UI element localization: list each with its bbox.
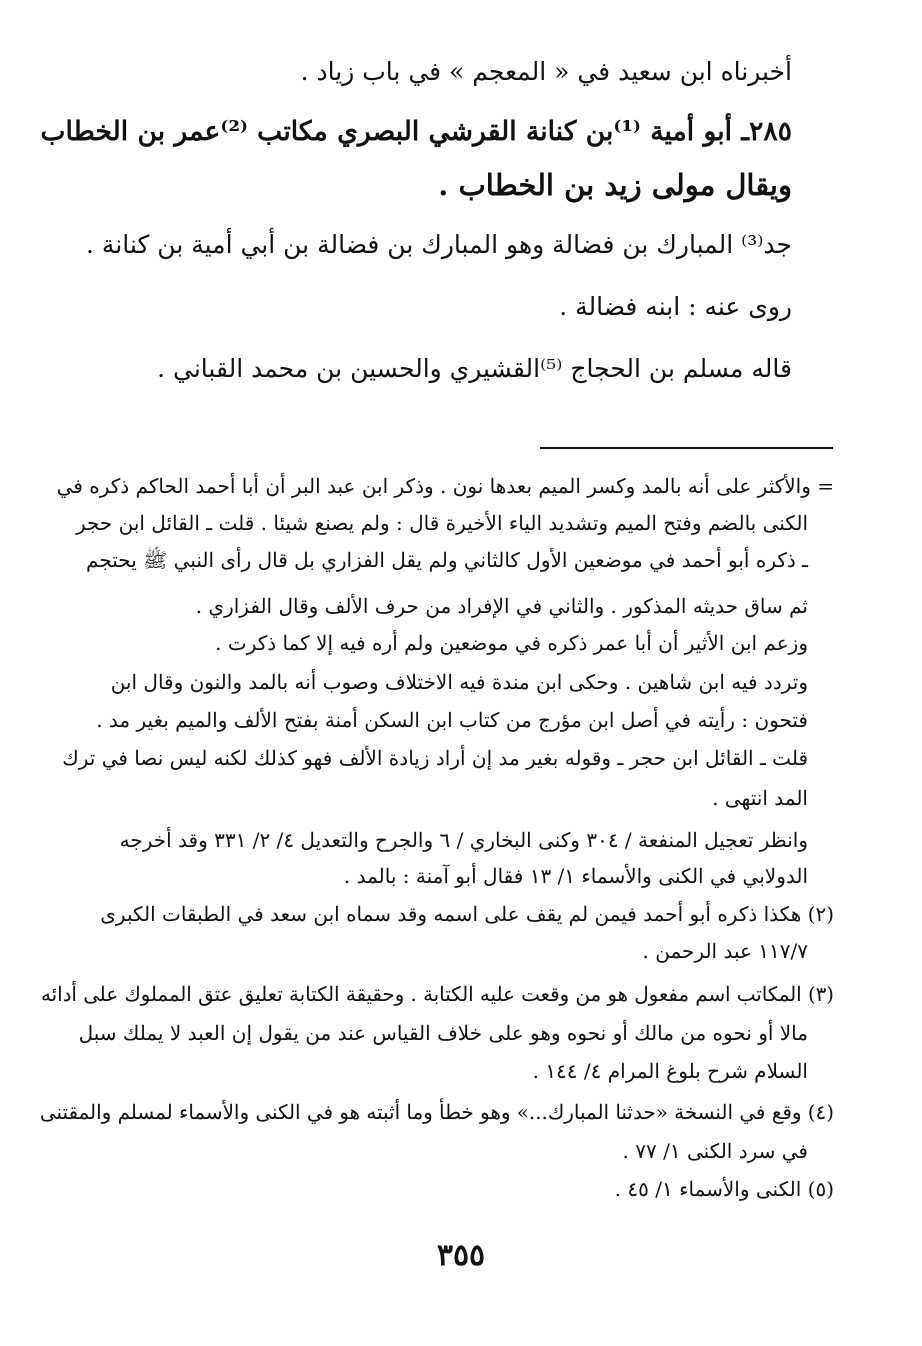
footnote-3-line-1: (٣) المكاتب اسم مفعول هو من وقعت عليه الكتابة . وحقيقة الكتابة تعليق عتق المملوك على أدائه [41,983,834,1006]
entry-285-heading-cont: ويقال مولى زيد بن الخطاب . [438,168,792,202]
footnote-line-7: فتحون : رأيته في أصل ابن مؤرج من كتاب ابن السكن أمنة بفتح الألف والميم بغير مد . [96,708,808,732]
footnote-3-line-3: السلام شرح بلوغ المرام ٤/ ١٤٤ . [532,1059,808,1083]
footnote-line-4: ثم ساق حديثه المذكور . والثاني في الإفراد من حرف الألف وقال الفزاري . [195,594,808,618]
footnote-line-5: وزعم ابن الأثير أن أبا عمر ذكره في موضعين ولم أره فيه إلا كما ذكرت . [215,631,808,655]
footnote-2-line-1: (٢) هكذا ذكره أبو أحمد فيمن لم يقف على اسمه وقد سماه ابن سعد في الطبقات الكبرى [100,902,834,926]
footnote-line-1: = والأكثر على أنه بالمد وكسر الميم بعدها نون . وذكر ابن عبد البر أن أبا أحمد الحاكم ذكره في [56,474,834,498]
body-line-sources: قاله مسلم بن الحجاج ⁽⁵⁾القشيري والحسين بن محمد القباني . [157,354,792,383]
body-line-grandfather: جد⁽³⁾ المبارك بن فضالة وهو المبارك بن فضالة بن أبي أمية بن كنانة . [86,230,792,259]
body-line-1: أخبرناه ابن سعيد في « المعجم » في باب زياد . [300,57,792,86]
footnote-line-6: وتردد فيه ابن شاهين . وحكى ابن مندة فيه الاختلاف وصوب أنه بالمد والنون وقال ابن [110,670,808,694]
footnote-divider [540,447,833,449]
page-number: ٣٥٥ [436,1238,486,1273]
footnote-4-line-2: في سرد الكنى ١/ ٧٧ . [622,1139,808,1163]
footnote-line-3: ـ ذكره أبو أحمد في موضعين الأول كالثاني ولم يقل الفزاري بل قال رأى النبي ﷺ يحتجم [86,548,808,572]
footnote-4-line-1: (٤) وقع في النسخة «حدثنا المبارك...» وهو خطأ وما أثبته هو في الكنى والأسماء لمسلم والمقتنى [39,1101,834,1124]
footnote-line-2: الكنى بالضم وفتح الميم وتشديد الياء الأخيرة قال : ولم يصنع شيئا . قلت ـ القائل ابن حجر [75,511,808,535]
footnote-line-11: الدولابي في الكنى والأسماء ١/ ١٣ فقال أبو آمنة : بالمد . [343,864,808,888]
footnote-line-9: المد انتهى . [712,786,808,810]
footnote-3-line-2: مالا أو نحوه من مالك أو نحوه وهو على خلاف القياس عند من يقول إن العبد لا يملك سبل [78,1021,808,1045]
footnote-5-line-1: (٥) الكنى والأسماء ١/ ٤٥ . [614,1177,834,1201]
body-line-narrated-by: روى عنه : ابنه فضالة . [559,292,792,321]
footnote-line-10: وانظر تعجيل المنفعة / ٣٠٤ وكنى البخاري / ٦ والجرح والتعديل ٤/ ٢/ ٣٣١ وقد أخرجه [119,828,808,852]
entry-285-heading: ٢٨٥ـ أبو أمية ⁽¹⁾بن كنانة القرشي البصري مكاتب ⁽²⁾عمر بن الخطاب [40,116,792,147]
footnote-2-line-2: ١١٧/٧ عبد الرحمن . [642,939,808,963]
footnote-line-8: قلت ـ القائل ابن حجر ـ وقوله بغير مد إن أراد زيادة الألف فهو كذلك لكنه ليس نصا في ترك [62,746,808,770]
